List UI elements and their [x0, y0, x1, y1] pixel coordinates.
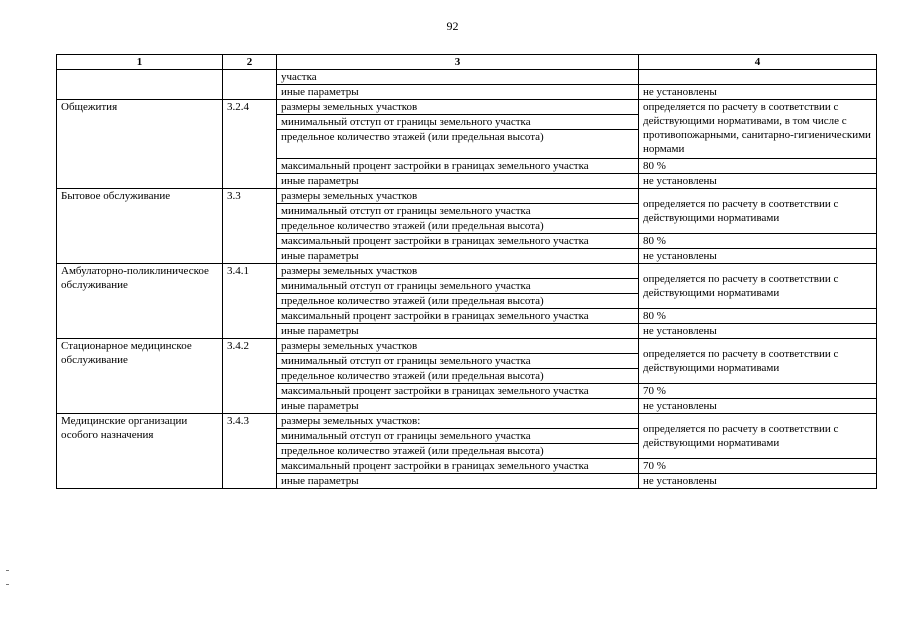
parameter-cell: предельное количество этажей (или предельная высота)	[277, 219, 639, 234]
parameter-cell: минимальный отступ от границы земельного участка	[277, 279, 639, 294]
coverage-value-cell: 80 %	[639, 234, 877, 249]
use-code-cell: 3.4.2	[223, 339, 277, 414]
use-name-cell: Амбулаторно-поликлиническое обслуживание	[57, 264, 223, 339]
parameter-cell: максимальный процент застройки в границах земельного участка	[277, 234, 639, 249]
norm-value-cell: определяется по расчету в соответствии с действующими нормативами	[639, 339, 877, 384]
scan-edge-mark	[6, 570, 9, 571]
other-value-cell: не установлены	[639, 474, 877, 489]
use-code-cell: 3.4.1	[223, 264, 277, 339]
table-row	[57, 264, 877, 279]
use-name-cell: Бытовое обслуживание	[57, 189, 223, 264]
parameter-cell: минимальный отступ от границы земельного участка	[277, 429, 639, 444]
table-row	[57, 414, 877, 429]
use-code-cell: 3.2.4	[223, 100, 277, 189]
parameter-cell: размеры земельных участков:	[277, 414, 639, 429]
value-cell	[639, 70, 877, 85]
parameter-cell: максимальный процент застройки в границах земельного участка	[277, 159, 639, 174]
parameter-cell: минимальный отступ от границы земельного участка	[277, 354, 639, 369]
parameter-cell: иные параметры	[277, 85, 639, 100]
use-code-cell	[223, 70, 277, 100]
use-code-cell: 3.3	[223, 189, 277, 264]
parameter-cell: участка	[277, 70, 639, 85]
coverage-value-cell: 80 %	[639, 309, 877, 324]
parameter-cell: предельное количество этажей (или предельная высота)	[277, 369, 639, 384]
parameter-cell: размеры земельных участков	[277, 100, 639, 115]
parameter-cell: размеры земельных участков	[277, 264, 639, 279]
coverage-value-cell: 70 %	[639, 384, 877, 399]
parameter-cell: предельное количество этажей (или предельная высота)	[277, 294, 639, 309]
scan-edge-mark	[6, 584, 9, 585]
column-header-1: 1	[57, 55, 223, 70]
other-value-cell: не установлены	[639, 249, 877, 264]
land-use-parameters-table	[56, 54, 877, 489]
parameter-cell: иные параметры	[277, 174, 639, 189]
table-row	[57, 100, 877, 115]
coverage-value-cell: 70 %	[639, 459, 877, 474]
coverage-value-cell: 80 %	[639, 159, 877, 174]
parameter-cell: размеры земельных участков	[277, 339, 639, 354]
parameter-cell: иные параметры	[277, 249, 639, 264]
use-name-cell: Общежития	[57, 100, 223, 189]
norm-value-cell: определяется по расчету в соответствии с действующими нормативами	[639, 264, 877, 309]
table-row	[57, 189, 877, 204]
column-header-3: 3	[277, 55, 639, 70]
norm-value-cell: определяется по расчету в соответствии с действующими нормативами	[639, 189, 877, 234]
norm-value-cell: определяется по расчету в соответствии с действующими нормативами	[639, 414, 877, 459]
header-row	[57, 55, 877, 70]
parameter-cell: максимальный процент застройки в границах земельного участка	[277, 309, 639, 324]
parameter-cell: максимальный процент застройки в границах земельного участка	[277, 459, 639, 474]
other-value-cell: не установлены	[639, 174, 877, 189]
other-value-cell: не установлены	[639, 324, 877, 339]
parameter-cell: минимальный отступ от границы земельного участка	[277, 204, 639, 219]
table-row	[57, 339, 877, 354]
value-cell: не установлены	[639, 85, 877, 100]
parameter-cell: иные параметры	[277, 399, 639, 414]
parameter-cell: максимальный процент застройки в границах земельного участка	[277, 384, 639, 399]
parameter-cell: предельное количество этажей (или предельная высота)	[277, 444, 639, 459]
parameter-cell: иные параметры	[277, 324, 639, 339]
use-name-cell: Стационарное медицинское обслуживание	[57, 339, 223, 414]
other-value-cell: не установлены	[639, 399, 877, 414]
parameter-cell: размеры земельных участков	[277, 189, 639, 204]
parameter-cell: предельное количество этажей (или предельная высота)	[277, 130, 639, 159]
norm-value-cell: определяется по расчету в соответствии с действующими нормативами, в том числе с противопожарными, санитарно-гигиеническими нормами	[639, 100, 877, 159]
table-row	[57, 70, 877, 85]
parameter-cell: минимальный отступ от границы земельного участка	[277, 115, 639, 130]
column-header-2: 2	[223, 55, 277, 70]
parameter-cell: иные параметры	[277, 474, 639, 489]
use-name-cell	[57, 70, 223, 100]
column-header-4: 4	[639, 55, 877, 70]
page-number: 92	[446, 19, 459, 33]
use-name-cell: Медицинские организации особого назначения	[57, 414, 223, 489]
use-code-cell: 3.4.3	[223, 414, 277, 489]
